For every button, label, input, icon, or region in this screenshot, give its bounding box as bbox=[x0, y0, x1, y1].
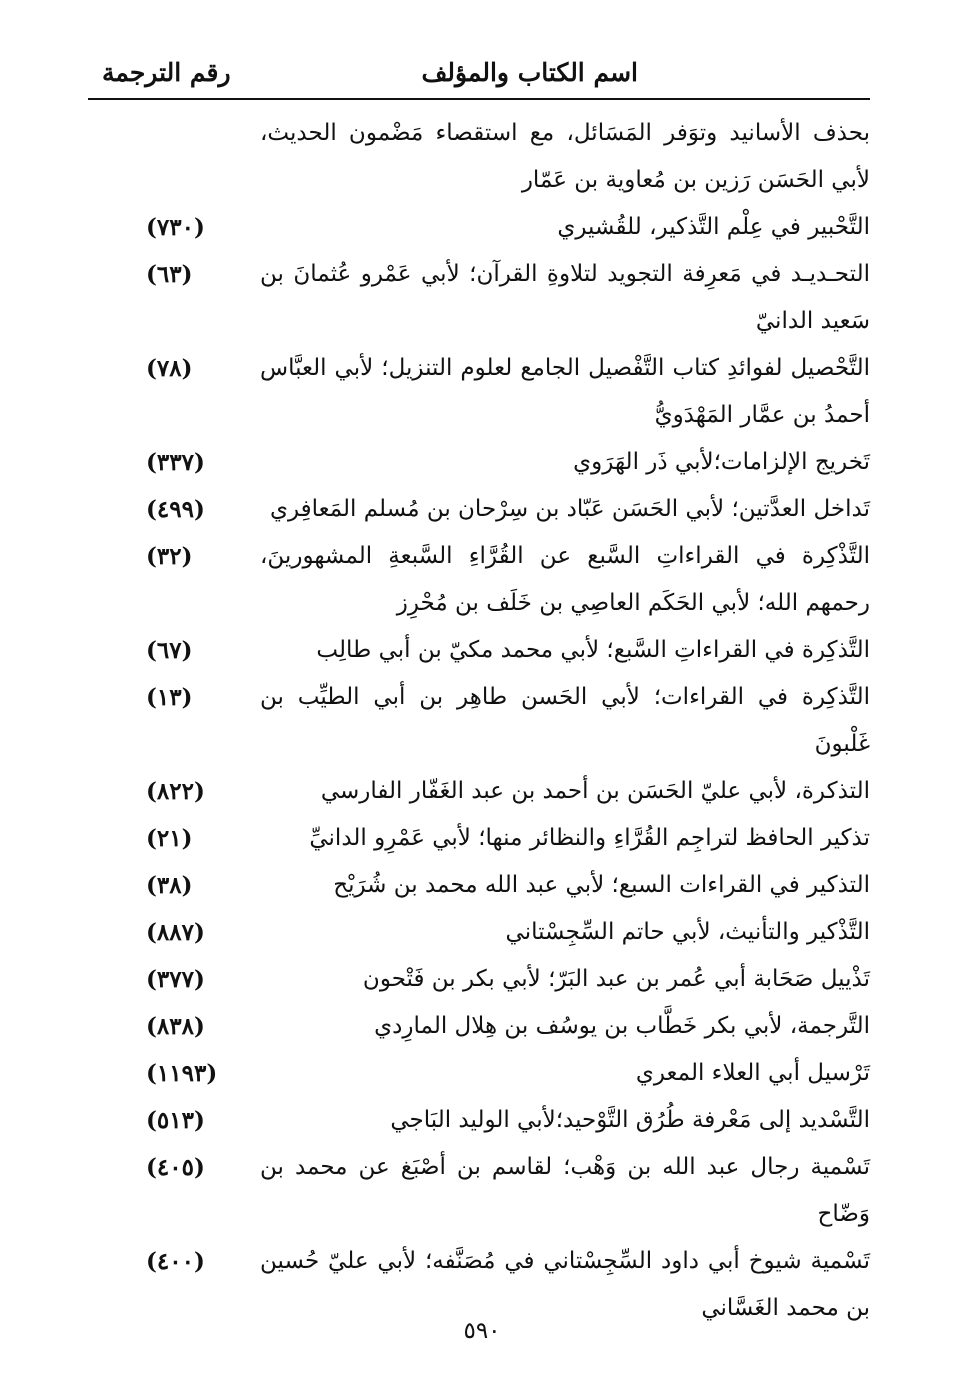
entry-text: تذكير الحافظ لتراجِم القُرَّاءِ والنظائر منها؛ لأبي عَمْرِو الدانيِّ bbox=[309, 825, 870, 851]
index-entry bbox=[88, 815, 870, 862]
entry-number: (٨٢٢) bbox=[146, 778, 205, 805]
entry-number: (٦٧) bbox=[146, 637, 193, 664]
index-entry bbox=[88, 486, 870, 533]
entry-text: التحـديـد في مَعرِفة التجويد لتلاوةِ القرآن؛ لأبي عَمْرو عُثمانَ بن سَعيد الدانيّ bbox=[260, 261, 870, 334]
entry-number: (٨٨٧) bbox=[146, 919, 205, 946]
index-entry bbox=[88, 110, 870, 204]
index-entry bbox=[88, 627, 870, 674]
index-entry bbox=[88, 1050, 870, 1097]
index-entry bbox=[88, 204, 870, 251]
entry-number: (٣٧٧) bbox=[146, 966, 205, 993]
entry-number: (٧٨) bbox=[146, 355, 193, 382]
entry-text: التَّسْديد إلى مَعْرفة طُرُق التَّوْحيد؛لأبي الوليد البَاجي bbox=[390, 1107, 870, 1133]
entry-text: التَّذكِرة في القراءاتِ السَّبع؛ لأبي محمد مكيّ بن أبي طالِب bbox=[316, 637, 870, 663]
entry-text: التَّحْبير في عِلْم التَّذكير، للقُشيري bbox=[557, 214, 870, 240]
entry-number: (٢١) bbox=[146, 825, 193, 852]
index-entry bbox=[88, 956, 870, 1003]
index-entry bbox=[88, 439, 870, 486]
entry-number: (٥١٣) bbox=[146, 1107, 205, 1134]
column-title-entry-number: رقم الترجمة bbox=[102, 58, 231, 87]
index-entry bbox=[88, 909, 870, 956]
entry-text: التَّذْكير والتأنيث، لأبي حاتم السِّجِسْتاني bbox=[505, 919, 870, 945]
page-number: ٥٩٠ bbox=[463, 1318, 501, 1344]
entry-text: تَسْمية رجال عبد الله بن وَهْب؛ لقاسم بن أصْبَغ عن محمد بن وَضّاح bbox=[260, 1154, 870, 1227]
entry-text: التَّرجمة، لأبي بكر خَطَّاب بن يوسُف بن هِلال المارِدي bbox=[374, 1013, 870, 1039]
entry-text: التَّذكِرة في القراءات؛ لأبي الحَسن طاهِر بن أبي الطيِّب بن غَلْبونَ bbox=[260, 684, 870, 757]
index-entry bbox=[88, 1097, 870, 1144]
entry-text: التذكرة، لأبي عليّ الحَسَن بن أحمد بن عبد الغَفّار الفارسي bbox=[320, 778, 870, 804]
index-entries bbox=[88, 110, 870, 1332]
entry-number: (٧٣٠) bbox=[146, 214, 205, 241]
index-entry bbox=[88, 768, 870, 815]
page-header bbox=[88, 58, 870, 100]
index-entry bbox=[88, 674, 870, 768]
entry-text: تَذْييل صَحَابة أبي عُمر بن عبد البَرّ؛ لأبي بكر بن فَتْحون bbox=[362, 966, 870, 992]
entry-number: (٣٢) bbox=[146, 543, 193, 570]
entry-number: (٤٠٠) bbox=[146, 1248, 205, 1275]
entry-text: تَخريج الإلزامات؛لأبي ذَر الهَرَوي bbox=[573, 449, 870, 475]
index-entry bbox=[88, 533, 870, 627]
entry-number: (١٣) bbox=[146, 684, 193, 711]
entry-text: تَداخل العدَّتين؛ لأبي الحَسَن عَبّاد بن سِرْحان بن مُسلم المَعافِري bbox=[269, 496, 870, 522]
index-entry bbox=[88, 251, 870, 345]
entry-number: (٣٣٧) bbox=[146, 449, 205, 476]
index-entry bbox=[88, 345, 870, 439]
index-entry bbox=[88, 1003, 870, 1050]
entry-text: بحذف الأسانيد وتوَفر المَسَائل، مع استقصاء مَضْمون الحديث، لأبي الحَسَن رَزين بن مُعاوية بن عَمّار bbox=[260, 120, 870, 193]
entry-text: التَّحْصيل لفوائدِ كتاب التَّفْصيل الجامع لعلوم التنزيل؛ لأبي العبَّاس أحمدُ بن عمَّار المَهْدَويُّ bbox=[260, 355, 870, 428]
entry-number: (٣٨) bbox=[146, 872, 193, 899]
entry-number: (٤٩٩) bbox=[146, 496, 205, 523]
entry-text: تَرْسيل أبي العلاء المعري bbox=[635, 1060, 870, 1086]
entry-number: (٤٠٥) bbox=[146, 1154, 205, 1181]
column-title-book-author: اسم الكتاب والمؤلف bbox=[421, 58, 638, 87]
entry-number: (٨٣٨) bbox=[146, 1013, 205, 1040]
entry-text: التَّذْكِرة في القراءاتِ السَّبع عن القُرَّاءِ السَّبعةِ المشهورينَ، رحمهم الله؛ لأبي الحَكَم العاصِي بن خَلَف بن مُحْرِز bbox=[260, 543, 870, 616]
entry-text: تَسْمية شيوخ أبي داود السِّجِسْتاني في مُصَنَّفه؛ لأبي عليّ حُسين بن محمد الغَسَّاني bbox=[260, 1248, 870, 1321]
entry-text: التذكير في القراءات السبع؛ لأبي عبد الله محمد بن شُرَيْح bbox=[333, 872, 870, 898]
index-entry bbox=[88, 1144, 870, 1238]
index-entry bbox=[88, 862, 870, 909]
entry-number: (١١٩٣) bbox=[146, 1060, 218, 1087]
entry-number: (٦٣) bbox=[146, 261, 193, 288]
